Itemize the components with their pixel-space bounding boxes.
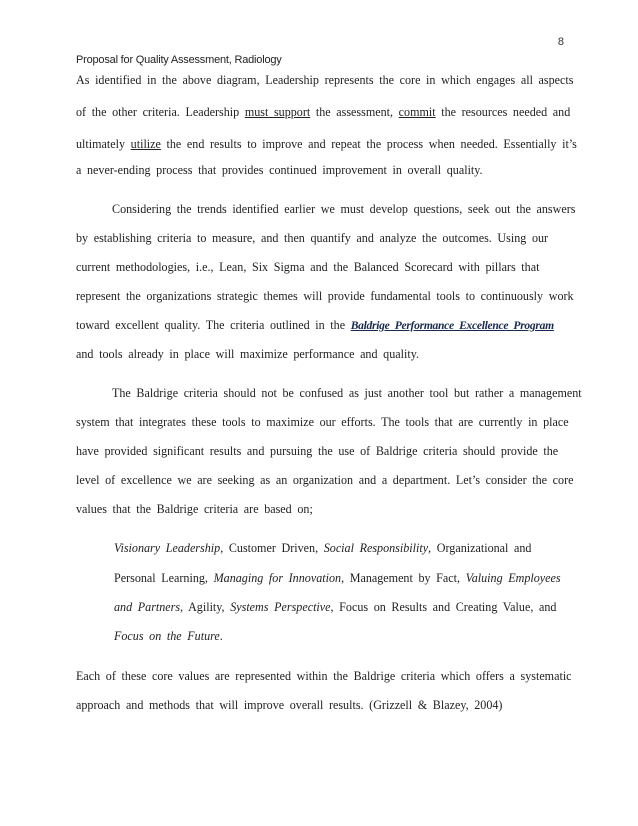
text-run: , Agility, (180, 600, 231, 614)
p1-line-4: a never-ending process that provides continued improvement in overall quality. (76, 163, 483, 177)
p4-line-1: Each of these core values are represented within the Baldrige criteria which offers a systematic (76, 669, 572, 683)
p3-line-3: have provided significant results and pursuing the use of Baldrige criteria should provide the (76, 444, 559, 458)
p4-line-2: approach and methods that will improve overall results. (Grizzell & Blazey, 2004) (76, 698, 503, 712)
text-run: the assessment, (310, 105, 399, 119)
text-run: of the other criteria. Leadership (76, 105, 245, 119)
text-run: the end results to improve and repeat the process when needed. Essentially it’s (160, 137, 577, 151)
baldrige-program-link[interactable]: Baldrige Performance Excellence Program (350, 319, 554, 332)
value-and-partners: and Partners (114, 600, 181, 614)
value-managing-for-innovation: Managing for Innovation (213, 571, 342, 585)
p1-line-2 (76, 104, 570, 120)
text-run: , Organizational and (428, 541, 532, 555)
value-focus-on-the-future: Focus on the Future (114, 629, 220, 643)
underlined-word-commit: commit (398, 105, 436, 119)
value-social-responsibility: Social Responsibility (323, 541, 429, 555)
value-systems-perspective: Systems Perspective (230, 600, 331, 614)
text-run: , Customer Driven, (220, 541, 324, 555)
p2-line-3: current methodologies, i.e., Lean, Six Sigma and the Balanced Scorecard with pillars that (76, 260, 540, 274)
p3-line-5: values that the Baldrige criteria are based on; (76, 502, 313, 516)
p2-line-5 (76, 317, 554, 334)
p1-line-1: As identified in the above diagram, Leadership represents the core in which engages all aspects (76, 73, 574, 87)
p2-line-6: and tools already in place will maximize performance and quality. (76, 347, 419, 361)
p2-line-2: by establishing criteria to measure, and then quantify and analyze the outcomes. Using our (76, 231, 549, 245)
core-values-line-2 (114, 570, 561, 586)
core-values-line-4 (114, 628, 223, 644)
text-run: the resources needed and (435, 105, 571, 119)
running-header: Proposal for Quality Assessment, Radiology (76, 54, 282, 66)
p1-line-3 (76, 136, 577, 152)
p2-line-1: Considering the trends identified earlier we must develop questions, seek out the answers (112, 202, 576, 216)
value-visionary-leadership: Visionary Leadership (114, 541, 221, 555)
core-values-line-3 (114, 599, 556, 615)
p3-line-1: The Baldrige criteria should not be confused as just another tool but rather a management (112, 386, 582, 400)
underlined-word-utilize: utilize (130, 137, 161, 151)
text-run: toward excellent quality. The criteria outlined in the (76, 318, 351, 332)
p3-line-4: level of excellence we are seeking as an organization and a department. Let’s consider the core (76, 473, 574, 487)
value-valuing-employees: Valuing Employees (465, 571, 561, 585)
text-run: . (219, 629, 223, 643)
page-number: 8 (557, 36, 564, 48)
text-run: , Management by Fact, (341, 571, 466, 585)
p2-line-4: represent the organizations strategic themes will provide fundamental tools to continuously work (76, 289, 574, 303)
underlined-phrase-must-support: must support (244, 105, 311, 119)
p3-line-2: system that integrates these tools to maximize our efforts. The tools that are currently in place (76, 415, 569, 429)
core-values-line-1 (114, 540, 531, 556)
text-run: Personal Learning, (114, 571, 214, 585)
text-run: , Focus on Results and Creating Value, and (330, 600, 557, 614)
text-run: ultimately (76, 137, 131, 151)
